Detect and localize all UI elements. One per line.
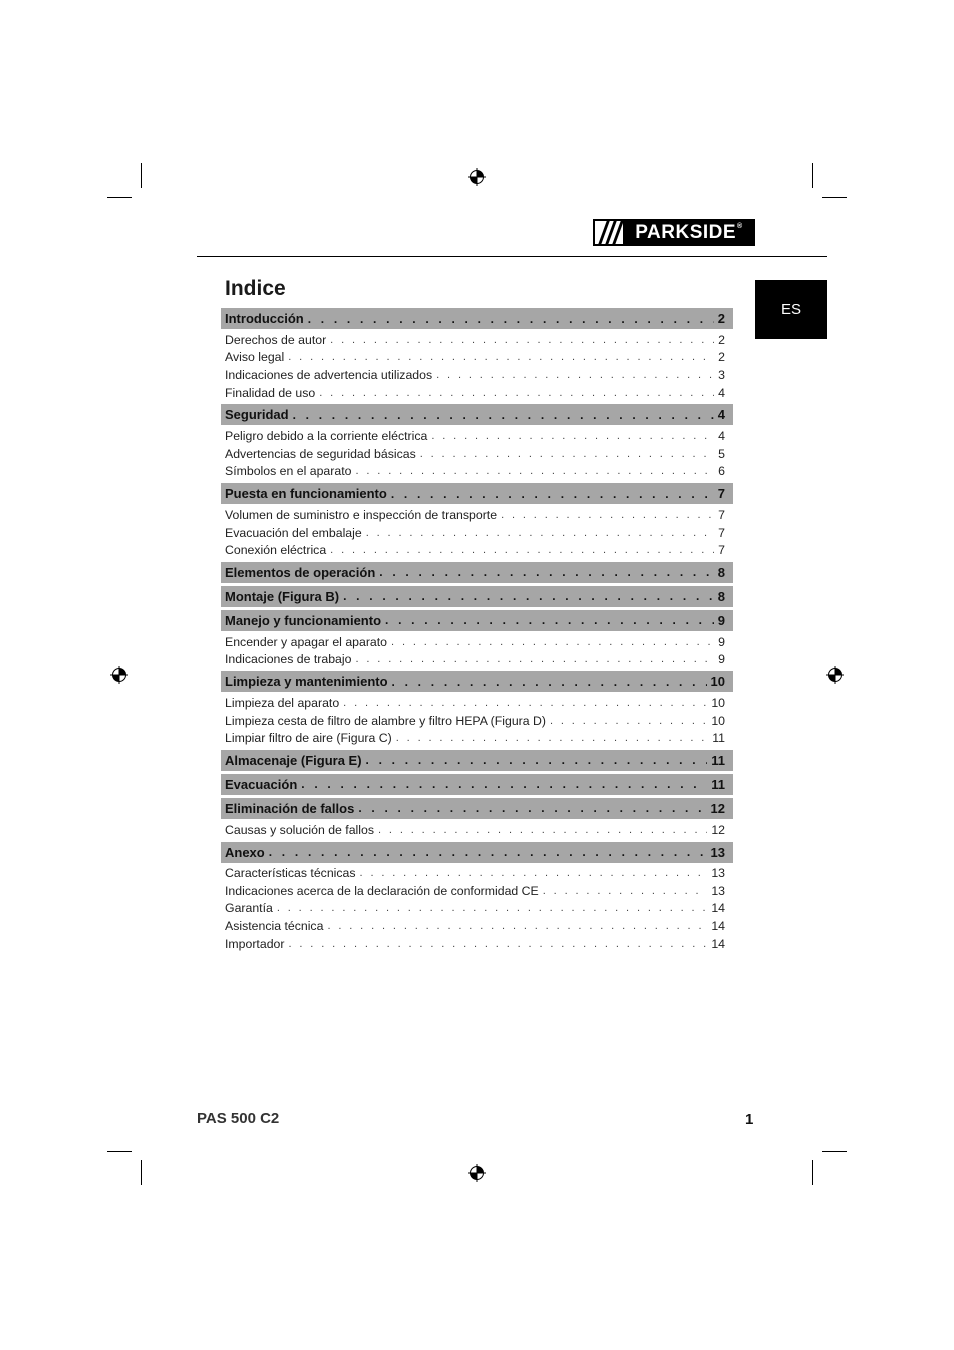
toc-item-label: Derechos de autor <box>225 332 327 347</box>
toc-item-page: 4 <box>718 385 725 400</box>
toc-item-label: Indicaciones de advertencia utilizados <box>225 367 433 382</box>
toc-section-page: 7 <box>717 486 725 502</box>
dot-leader <box>288 351 714 363</box>
dot-leader <box>355 465 714 477</box>
toc-item-label: Limpieza cesta de filtro de alambre y filtro HEPA (Figura D) <box>225 713 546 728</box>
crop-mark <box>822 197 847 198</box>
toc-item-label: Finalidad de uso <box>225 385 316 400</box>
toc-item-row[interactable] <box>221 900 733 918</box>
toc-section-title: Montaje (Figura B) <box>225 588 340 604</box>
toc-section-page: 12 <box>710 800 725 816</box>
toc-item-row[interactable] <box>221 427 733 445</box>
toc-section-row[interactable] <box>221 774 733 795</box>
toc-item-page: 2 <box>718 350 725 365</box>
toc-subitems <box>221 631 733 668</box>
toc-item-row[interactable] <box>221 524 733 542</box>
toc-item-page: 13 <box>711 866 725 881</box>
dot-leader <box>277 902 707 914</box>
toc-item-label: Evacuación del embalaje <box>225 525 362 540</box>
toc-item-row[interactable] <box>221 865 733 883</box>
model-number: PAS 500 C2 <box>197 1110 280 1127</box>
toc-item-row[interactable] <box>221 712 733 730</box>
toc-item-label: Indicaciones de trabajo <box>225 652 352 667</box>
dot-leader <box>436 369 714 381</box>
dot-leader <box>327 920 707 932</box>
dot-leader <box>319 387 714 399</box>
toc-item-page: 14 <box>711 936 725 951</box>
toc-item-page: 6 <box>718 464 725 479</box>
toc-item-row[interactable] <box>221 729 733 747</box>
toc-subitems <box>221 329 733 401</box>
dot-leader <box>355 653 714 665</box>
toc-section-page: 11 <box>711 776 725 792</box>
toc-item-page: 10 <box>711 713 725 728</box>
toc-section-title: Manejo y funcionamiento <box>225 612 382 628</box>
dot-leader <box>330 334 714 346</box>
dot-leader <box>330 544 714 556</box>
toc-item-row[interactable] <box>221 331 733 349</box>
toc-item-label: Advertencias de seguridad básicas <box>225 446 416 461</box>
toc-item-row[interactable] <box>221 821 733 839</box>
toc-item-page: 11 <box>712 731 725 746</box>
crop-mark <box>141 1160 142 1185</box>
toc-item-row[interactable] <box>221 882 733 900</box>
dot-leader <box>501 509 714 521</box>
toc-item-row[interactable] <box>221 445 733 463</box>
toc-item-page: 4 <box>718 429 725 444</box>
toc-section-row[interactable] <box>221 798 733 819</box>
toc-item-label: Garantía <box>225 901 273 916</box>
registered-mark: ® <box>737 223 743 230</box>
toc-item-label: Indicaciones acerca de la declaración de conformidad CE <box>225 883 539 898</box>
toc-item-label: Limpieza del aparato <box>225 695 340 710</box>
toc-section-title: Limpieza y mantenimiento <box>225 674 388 690</box>
toc-item-label: Símbolos en el aparato <box>225 464 352 479</box>
toc-item-row[interactable] <box>221 694 733 712</box>
dot-leader <box>391 636 714 648</box>
toc-section-row[interactable] <box>221 842 733 863</box>
toc-section-title: Anexo <box>225 844 265 860</box>
toc-item-page: 10 <box>711 695 725 710</box>
dot-leader <box>293 408 714 422</box>
toc-section-row[interactable] <box>221 750 733 771</box>
crop-mark <box>822 1151 847 1152</box>
toc-subitems <box>221 504 733 559</box>
dot-leader <box>431 430 714 442</box>
toc-section-row[interactable] <box>221 586 733 607</box>
toc-item-row[interactable] <box>221 349 733 367</box>
logo-slashes-icon <box>593 219 623 246</box>
dot-leader <box>379 565 714 579</box>
dot-leader <box>543 885 708 897</box>
dot-leader <box>550 715 707 727</box>
toc-section-title: Puesta en funcionamiento <box>225 486 387 502</box>
toc-item-row[interactable] <box>221 506 733 524</box>
crop-mark <box>812 163 813 188</box>
crop-mark <box>812 1160 813 1185</box>
dot-leader <box>391 487 714 501</box>
toc-section-page: 11 <box>711 752 725 768</box>
toc-item-row[interactable] <box>221 463 733 481</box>
dot-leader <box>378 824 707 836</box>
dot-leader <box>301 777 707 791</box>
crop-mark <box>141 163 142 188</box>
toc-item-page: 13 <box>711 883 725 898</box>
toc-item-page: 14 <box>711 901 725 916</box>
toc-section-row[interactable] <box>221 483 733 504</box>
toc-item-row[interactable] <box>221 633 733 651</box>
registration-mark-icon <box>826 666 844 684</box>
toc-item-label: Conexión eléctrica <box>225 543 327 558</box>
toc-item-row[interactable] <box>221 935 733 953</box>
toc-item-page: 14 <box>711 919 725 934</box>
toc-section-page: 10 <box>710 674 725 690</box>
toc-subitems <box>221 425 733 480</box>
registration-mark-icon <box>468 168 486 186</box>
toc-item-row[interactable] <box>221 651 733 669</box>
dot-leader <box>392 675 707 689</box>
toc-item-row[interactable] <box>221 917 733 935</box>
toc-item-label: Causas y solución de fallos <box>225 822 375 837</box>
page-title: Indice <box>225 277 286 300</box>
parkside-logo <box>593 219 755 246</box>
toc-item-page: 3 <box>718 367 725 382</box>
toc-item-page: 7 <box>718 525 725 540</box>
toc-item-label: Volumen de suministro e inspección de transporte <box>225 507 498 522</box>
crop-mark <box>107 1151 132 1152</box>
toc-section-title: Introducción <box>225 311 304 326</box>
toc-item-label: Características técnicas <box>225 866 356 881</box>
dot-leader <box>366 527 714 539</box>
toc-item-row[interactable] <box>221 541 733 559</box>
toc-section-row[interactable] <box>221 404 733 425</box>
toc-item-page: 5 <box>718 446 725 461</box>
toc-section-title: Elementos de operación <box>225 564 376 580</box>
toc-subitems <box>221 692 733 747</box>
header-rule <box>197 256 827 257</box>
toc-section-page: 8 <box>717 588 725 604</box>
dot-leader <box>358 801 706 815</box>
toc-section-page: 4 <box>717 407 725 423</box>
brand-name: PARKSIDE <box>635 221 737 243</box>
toc-item-page: 7 <box>718 543 725 558</box>
toc-item-row[interactable] <box>221 366 733 384</box>
toc-item-label: Importador <box>225 936 285 951</box>
toc-section-row[interactable] <box>221 610 733 631</box>
toc-item-label: Asistencia técnica <box>225 919 324 934</box>
toc-item-page: 9 <box>718 652 725 667</box>
toc-section-page: 2 <box>717 311 725 326</box>
dot-leader <box>343 589 714 603</box>
toc-section-title: Almacenaje (Figura E) <box>225 752 362 768</box>
toc-item-label: Limpiar filtro de aire (Figura C) <box>225 731 392 746</box>
logo-wordmark <box>623 219 755 246</box>
language-tab <box>755 280 827 339</box>
toc-item-page: 9 <box>718 634 725 649</box>
dot-leader <box>420 448 714 460</box>
toc-subitems <box>221 819 733 839</box>
toc-item-page: 7 <box>718 507 725 522</box>
dot-leader <box>396 732 708 744</box>
dot-leader <box>269 845 707 859</box>
table-of-contents <box>221 308 733 952</box>
crop-mark <box>107 197 132 198</box>
toc-section-title: Evacuación <box>225 776 298 792</box>
registration-mark-icon <box>468 1164 486 1182</box>
toc-section-title: Eliminación de fallos <box>225 800 355 816</box>
toc-item-label: Peligro debido a la corriente eléctrica <box>225 429 428 444</box>
toc-section-page: 8 <box>717 564 725 580</box>
toc-section-page: 9 <box>717 612 725 628</box>
toc-section-title: Seguridad <box>225 407 289 423</box>
dot-leader <box>366 753 708 767</box>
registration-mark-icon <box>110 666 128 684</box>
toc-item-page: 2 <box>718 332 725 347</box>
toc-section-page: 13 <box>710 844 725 860</box>
language-tab-label: ES <box>780 301 801 318</box>
dot-leader <box>360 867 708 879</box>
dot-leader <box>308 312 714 326</box>
dot-leader <box>288 938 707 950</box>
toc-section-row[interactable] <box>221 562 733 583</box>
toc-item-row[interactable] <box>221 384 733 402</box>
page-number: 1 <box>745 1111 754 1128</box>
toc-section-row[interactable] <box>221 671 733 692</box>
toc-item-label: Encender y apagar el aparato <box>225 634 388 649</box>
dot-leader <box>385 613 714 627</box>
toc-subitems <box>221 863 733 953</box>
toc-item-label: Aviso legal <box>225 350 285 365</box>
dot-leader <box>343 697 707 709</box>
toc-section-row[interactable] <box>221 308 733 329</box>
toc-item-page: 12 <box>711 822 725 837</box>
